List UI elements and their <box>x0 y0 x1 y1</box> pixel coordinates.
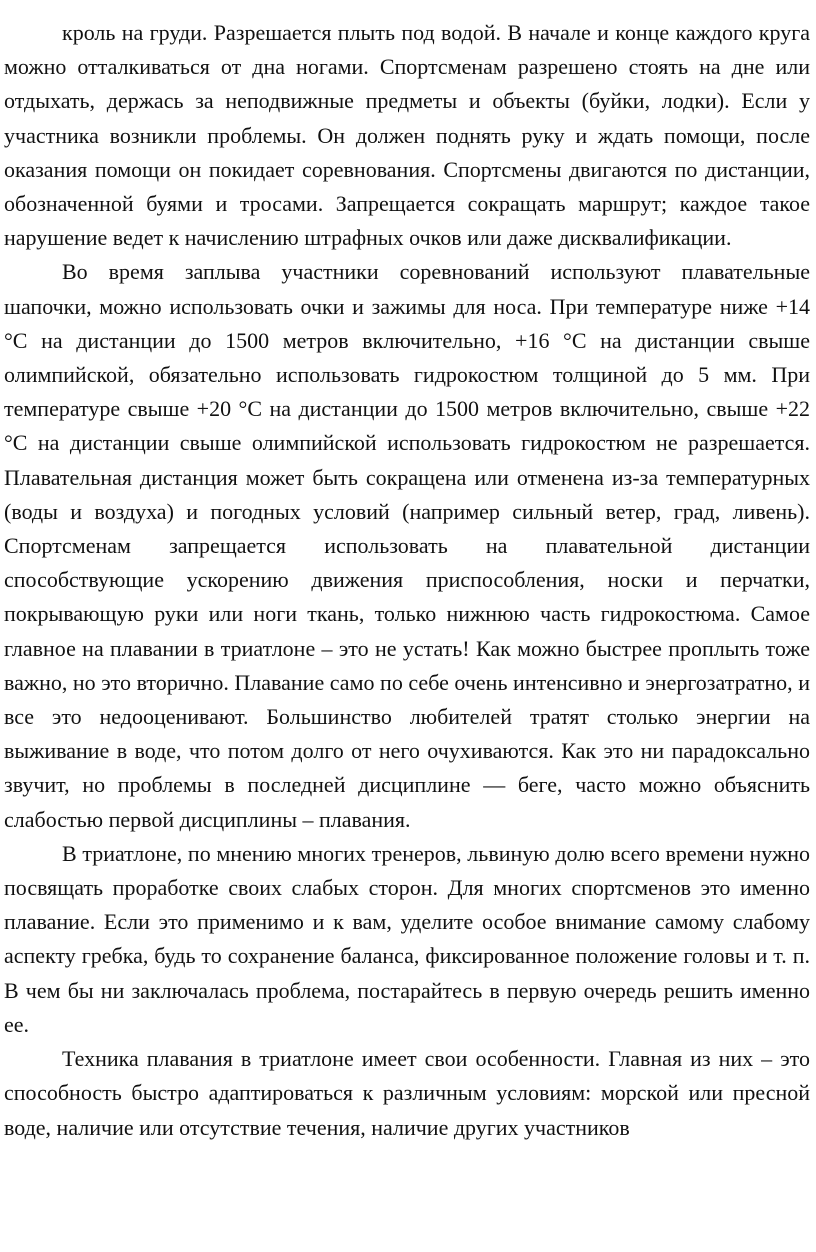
paragraph-4: Техника плавания в триатлоне имеет свои особенности. Главная из них – это способность быстро адаптироваться к различным условиям: морской или пресной воде, наличие или отсутствие течения, наличие других участников <box>4 1046 810 1140</box>
paragraph-3: В триатлоне, по мнению многих тренеров, львиную долю всего времени нужно посвящать проработке своих слабых сторон. Для многих спортсменов это именно плавание. Если это применимо и к вам, уделите особое внимание самому слабому аспекту гребка, будь то сохранение баланса, фиксированное положение головы и т. п. В чем бы ни заключалась проблема, постарайтесь в первую очередь решить именно ее. <box>4 840 810 1037</box>
paragraph-2: Во время заплыва участники соревнований используют плавательные шапочки, можно использовать очки и зажимы для носа. При температуре ниже +14 °С на дистанции до 1500 метров включительно, +16 °С на дистанции свыше олимпийской, обязательно использовать гидрокостюм толщиной до 5 мм. При температуре свыше +20 °С на дистанции до 1500 метров включительно, свыше +22 °С на дистанции свыше олимпийской использовать гидрокостюм не разрешается. Плавательная дистанция может быть сокращена или отменена из-за температурных (воды и воздуха) и погодных условий (например сильный ветер, град, ливень). Спортсменам запрещается использовать на плавательной дистанции способствующие ускорению движения приспособления, носки и перчатки, покрывающую руки или ноги ткань, только нижнюю часть гидрокостюма. Самое главное на плавании в триатлоне – это не устать! Как можно быстрее проплыть тоже важно, но это вторично. Плавание само по себе очень интенсивно и энергозатратно, и все это недооценивают. Большинство любителей тратят столько энергии на выживание в воде, что потом долго от него очухиваются. Как это ни парадоксально звучит, но проблемы в последней дисциплине — беге, часто можно объяснить слабостью первой дисциплины – плавания. <box>4 259 810 832</box>
paragraph-1: кроль на груди. Разрешается плыть под водой. В начале и конце каждого круга можно отталкиваться от дна ногами. Спортсменам разрешено стоять на дне или отдыхать, держась за неподвижные предметы и объекты (буйки, лодки). Если у участника возникли проблемы. Он должен поднять руку и ждать помощи, после оказания помощи он покидает соревнования. Спортсмены двигаются по дистанции, обозначенной буями и тросами. Запрещается сокращать маршрут; каждое такое нарушение ведет к начислению штрафных очков или даже дисквалификации. <box>4 20 810 251</box>
